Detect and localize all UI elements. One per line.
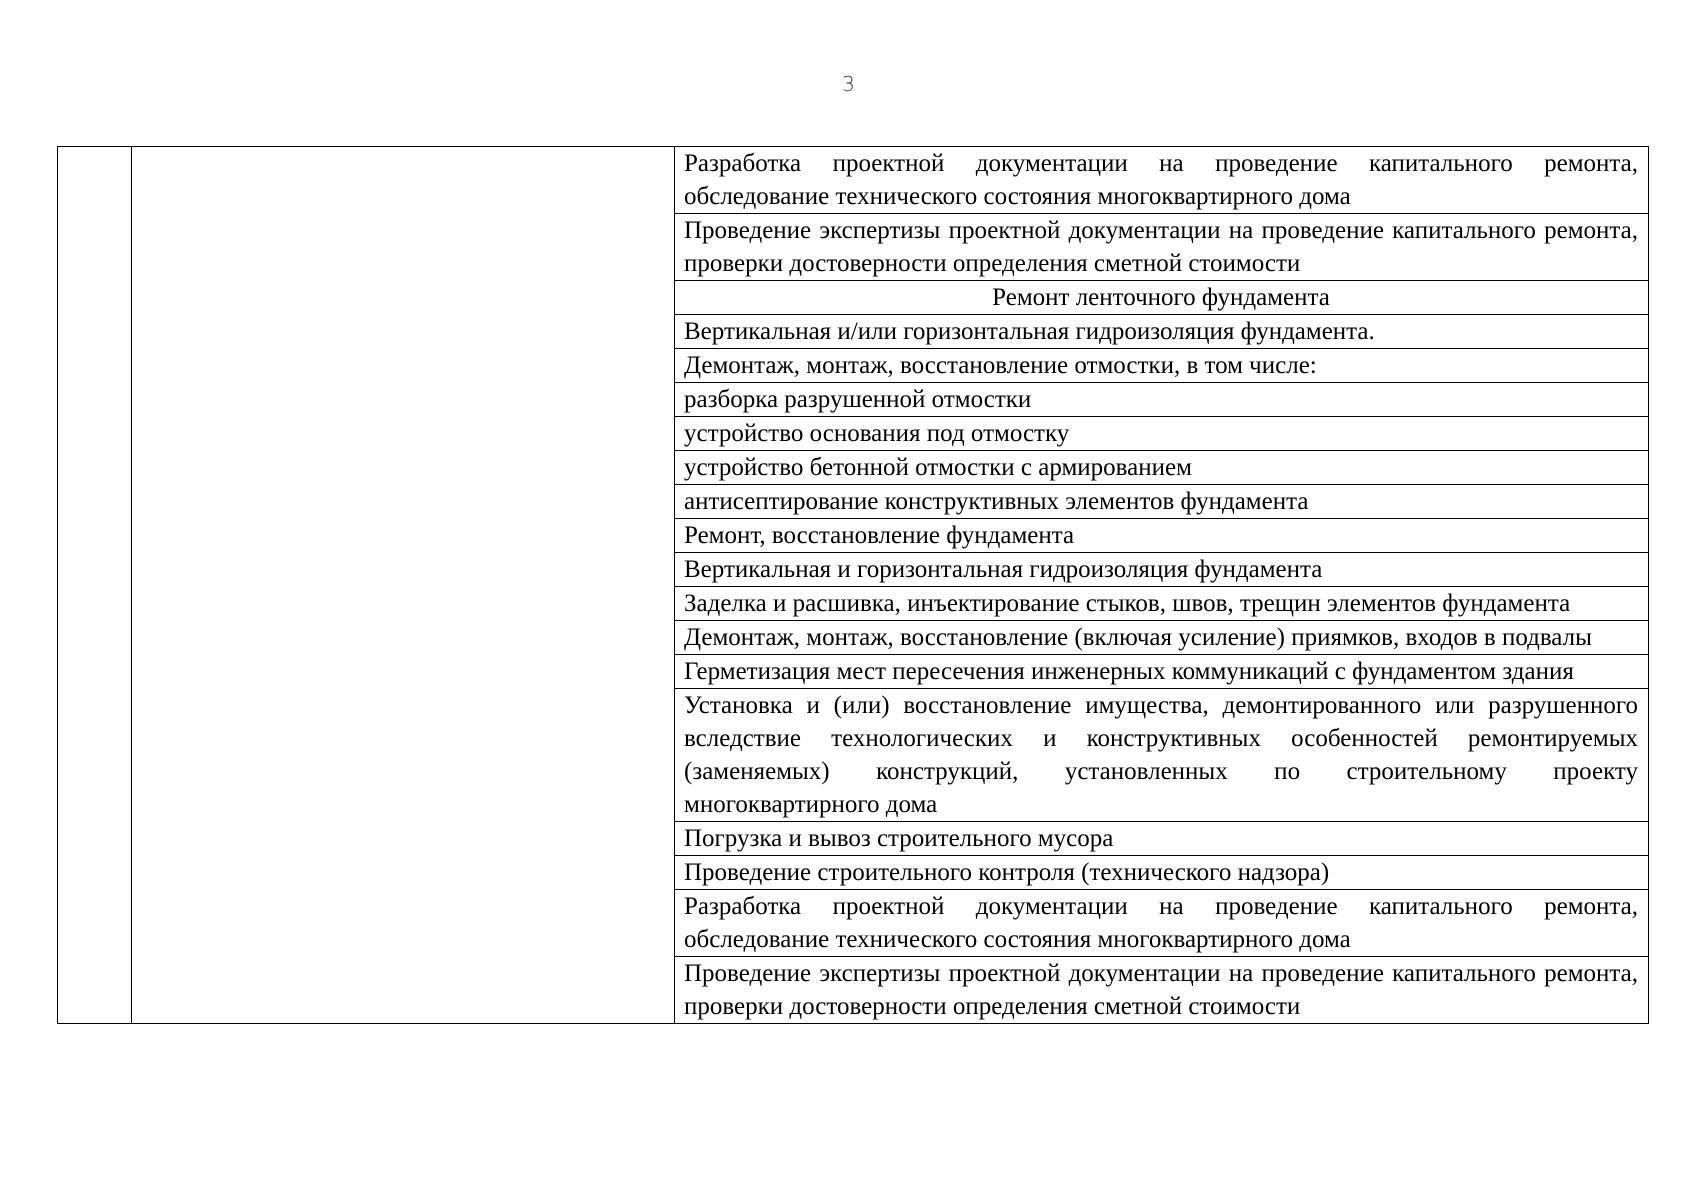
work-item: Проведение строительного контроля (технического надзора) <box>675 856 1649 890</box>
work-item: Вертикальная и/или горизонтальная гидроизоляция фундамента. <box>675 315 1649 349</box>
section-heading: Ремонт ленточного фундамента <box>675 281 1649 315</box>
work-item: Установка и (или) восстановление имущества, демонтированного или разрушенного вследствие технологических и конструктивных особенностей ремонтируемых (заменяемых) конструкций, установленных по строительному проекту многоквартирного дома <box>675 689 1649 822</box>
work-item: Заделка и расшивка, инъектирование стыков, швов, трещин элементов фундамента <box>675 587 1649 621</box>
work-item: Разработка проектной документации на проведение капитального ремонта, обследование технического состояния многоквартирного дома <box>675 890 1649 957</box>
work-subitem: антисептирование конструктивных элементов фундамента <box>675 485 1649 519</box>
work-subitem: устройство основания под отмостку <box>675 417 1649 451</box>
work-item: Разработка проектной документации на проведение капитального ремонта, обследование технического состояния многоквартирного дома <box>675 147 1649 214</box>
number-cell-empty <box>58 147 132 1024</box>
work-subitem: устройство бетонной отмостки с армированием <box>675 451 1649 485</box>
object-cell-empty <box>132 147 675 1024</box>
work-item: Герметизация мест пересечения инженерных коммуникаций с фундаментом здания <box>675 655 1649 689</box>
works-table-body <box>58 147 1649 1024</box>
work-item: Вертикальная и горизонтальная гидроизоляция фундамента <box>675 553 1649 587</box>
work-item: Погрузка и вывоз строительного мусора <box>675 822 1649 856</box>
work-item: Проведение экспертизы проектной документации на проведение капитального ремонта, проверки достоверности определения сметной стоимости <box>675 957 1649 1024</box>
page-number: 3 <box>842 72 855 96</box>
works-table <box>57 146 1649 1024</box>
work-item: Ремонт, восстановление фундамента <box>675 519 1649 553</box>
work-item: Демонтаж, монтаж, восстановление (включая усиление) приямков, входов в подвалы <box>675 621 1649 655</box>
work-item: Проведение экспертизы проектной документации на проведение капитального ремонта, проверки достоверности определения сметной стоимости <box>675 214 1649 281</box>
work-subitem: разборка разрушенной отмостки <box>675 383 1649 417</box>
table-row <box>58 147 1649 214</box>
work-item: Демонтаж, монтаж, восстановление отмостки, в том числе: <box>675 349 1649 383</box>
